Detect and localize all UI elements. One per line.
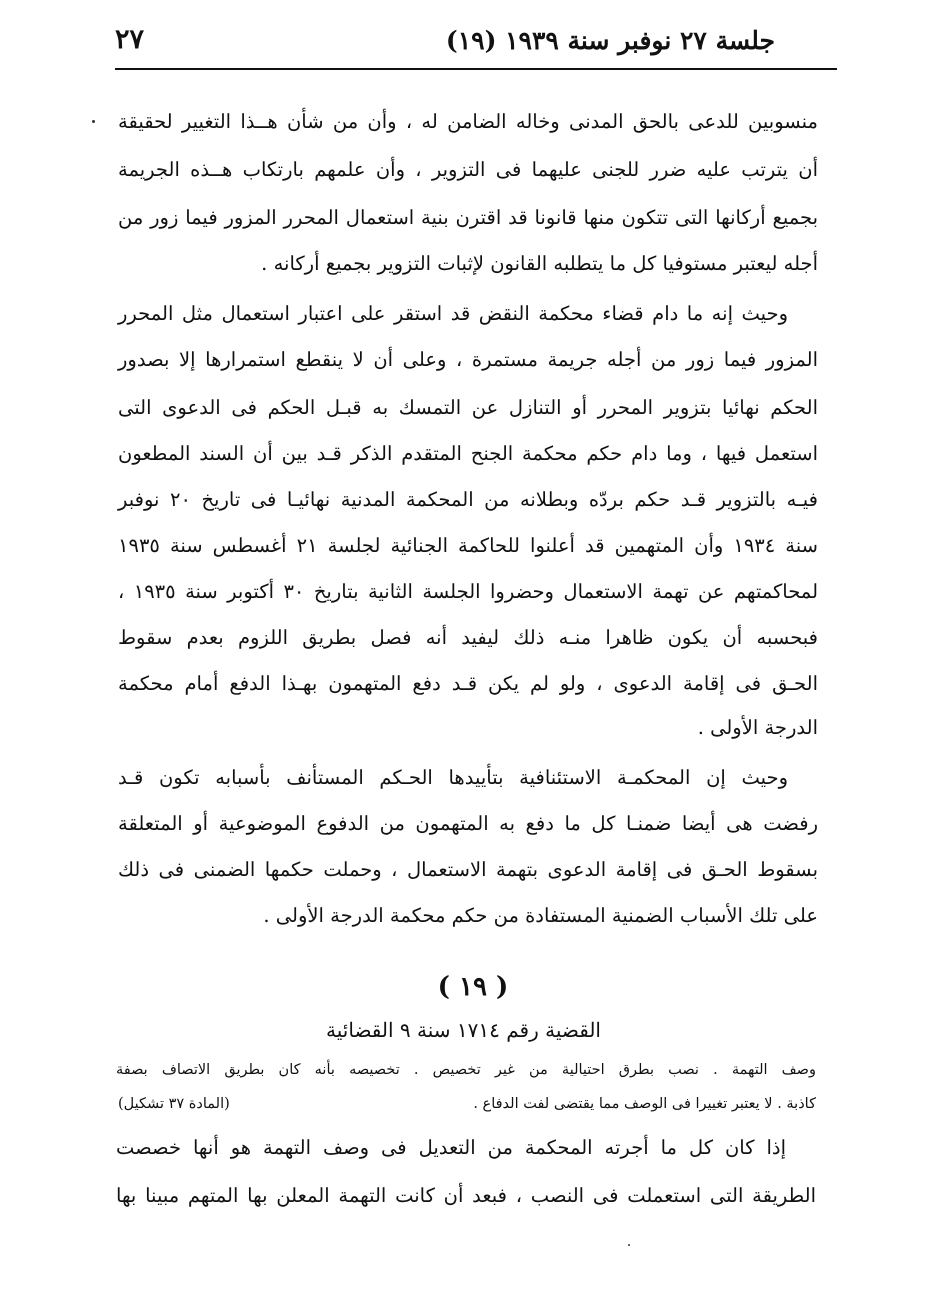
summary-text: كاذبة . لا يعتبر تغييرا فى الوصف مما يقتضى لفت الدفاع . [473, 1096, 816, 1112]
scan-speck [92, 120, 95, 123]
text-line: فبحسبه أن يكون ظاهرا منـه ذلك ليفيد أنه فصل بطريق اللزوم بعدم سقوط [118, 626, 818, 649]
summary-line-2 [116, 1096, 816, 1120]
text-line: الحكم نهائيا بتزوير المحرر أو التنازل عن التمسك به قبـل الحكم فى الدعوى التى [118, 396, 818, 419]
text-line: بسقوط الحـق فى إقامة الدعوى بتهمة الاستعمال ، وحملت حكمها الضمنى فى ذلك [118, 858, 818, 881]
text-line: المزور فيما زور من أجله جريمة مستمرة ، وعلى أن لا ينقطع استمرارها إلا بصدور [118, 348, 818, 371]
text-line: الطريقة التى استعملت فى النصب ، فبعد أن كانت التهمة المعلن بها المتهم مبينا بها [116, 1184, 816, 1207]
header-divider [115, 68, 837, 70]
text-line: رفضت هى أيضا ضمنـا كل ما دفع به المتهمون من الدفوع الموضوعية أو المتعلقة [118, 812, 818, 835]
text-line: الدرجة الأولى . [697, 716, 818, 739]
text-line: استعمل فيها ، وما دام حكم محكمة الجنح المتقدم الذكر قـد بين أن السند المطعون [118, 442, 818, 465]
case-number: ( ١٩ ) [437, 972, 509, 1002]
case-reference: القضية رقم ١٧١٤ سنة ٩ القضائية [326, 1018, 601, 1042]
text-line: أجله ليعتبر مستوفيا كل ما يتطلبه القانون لإثبات التزوير بجميع أركانه . [261, 252, 818, 275]
text-line: على تلك الأسباب الضمنية المستفادة من حكم محكمة الدرجة الأولى . [263, 904, 818, 927]
session-title: جلسة ٢٧ نوفبر سنة ١٩٣٩ (١٩) [445, 26, 775, 55]
article-reference: (المادة ٣٧ تشكيل) [118, 1096, 230, 1112]
text-line: بجميع أركانها التى تتكون منها قانونا قد اقترن بنية استعمال المحرر المزور فيما زور من [118, 206, 818, 229]
text-line: وحيث إن المحكمـة الاستئنافية بتأييدها الحـكم المستأنف بأسبابه تكون قـد [118, 766, 788, 789]
text-line: فيـه بالتزوير قـد حكم بردّه وبطلانه من المحكمة المدنية نهائيـا فى تاريخ ٢٠ نوفبر [118, 488, 818, 511]
page-header [115, 22, 835, 66]
summary-line: وصف التهمة . نصب بطرق احتيالية من غير تخصيص . تخصيصه بأنه كان بطريق الاتصاف بصفة [116, 1062, 816, 1078]
text-line: لمحاكمتهم عن تهمة الاستعمال وحضروا الجلسة الثانية بتاريخ ٣٠ أكتوبر سنة ١٩٣٥ ، [118, 580, 819, 603]
text-line: إذا كان كل ما أجرته المحكمة من التعديل فى وصف التهمة هو أنها خصصت [116, 1136, 786, 1159]
text-line: وحيث إنه ما دام قضاء محكمة النقض قد استقر على اعتبار استعمال مثل المحرر [118, 302, 788, 325]
text-line: الحـق فى إقامة الدعوى ، ولو لم يكن قـد دفع المتهمون بهـذا الدفع أمام محكمة [118, 672, 818, 695]
scan-speck [628, 1244, 630, 1246]
page-number: ٢٧ [115, 24, 145, 55]
text-line: أن يترتب عليه ضرر للجنى عليهما فى التزوير ، وأن علمهم بارتكاب هــذه الجريمة [118, 158, 818, 181]
text-line: سنة ١٩٣٤ وأن المتهمين قد أعلنوا للحاكمة الجنائية لجلسة ٢١ أغسطس سنة ١٩٣٥ [118, 534, 818, 557]
text-line: منسوبين للدعى بالحق المدنى وخاله الضامن له ، وأن من شأن هــذا التغيير لحقيقة [118, 110, 818, 133]
